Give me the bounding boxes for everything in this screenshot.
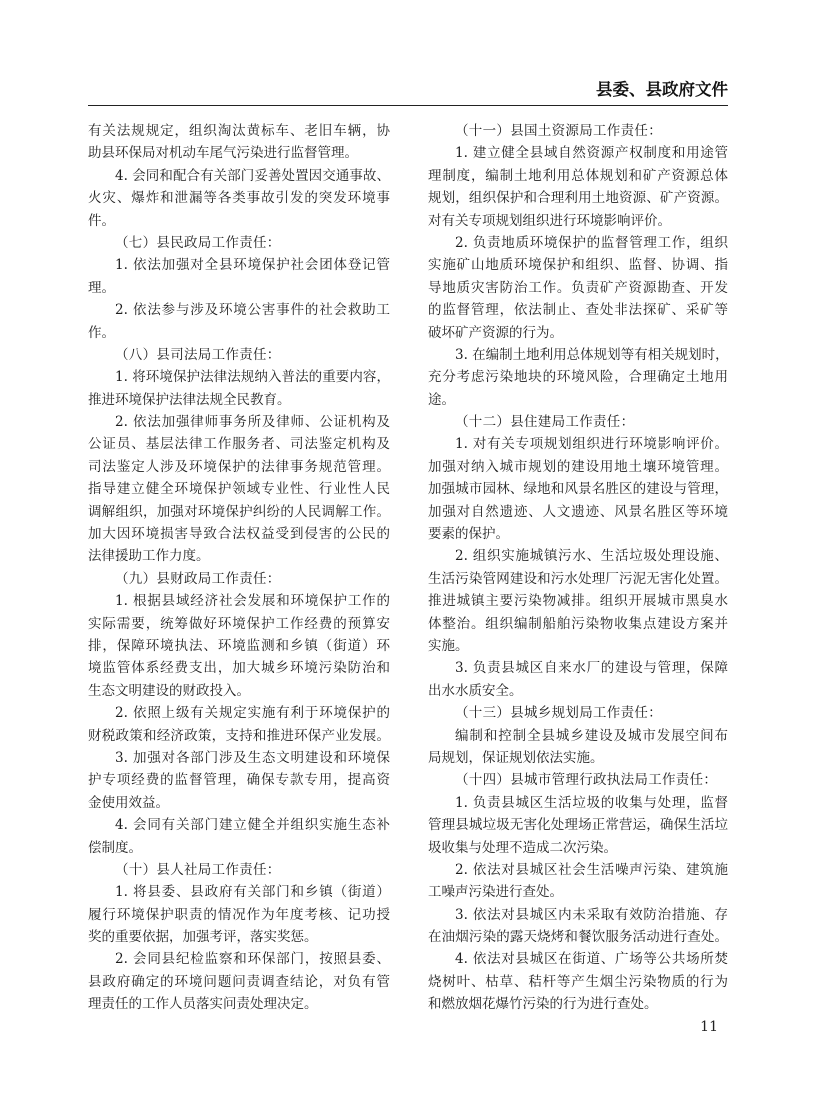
- text-line: 件。: [88, 212, 115, 229]
- text-line: 破坏矿产资源的行为。: [428, 324, 563, 341]
- paragraph: [88, 881, 390, 948]
- text-line: 财税政策和经济政策，支持和推进环保产业发展。: [88, 727, 390, 744]
- text-line: 县政府确定的环境问题问责调查结论，对负有管: [88, 973, 390, 990]
- text-line: 实施矿山地质环境保护和组织、监督、协调、指: [428, 257, 728, 274]
- text-line: 加强对自然遗迹、人文遗迹、风景名胜区等环境: [428, 503, 728, 520]
- text-line: 3. 加强对各部门涉及生态文明建设和环境保: [115, 749, 390, 766]
- text-line: 作。: [88, 324, 115, 341]
- text-line: 火灾、爆炸和泄漏等各类事故引发的突发环境事: [88, 190, 390, 207]
- section-heading: [88, 568, 390, 590]
- text-line: 法律援助工作力度。: [88, 548, 210, 565]
- text-line: 烧树叶、枯草、秸杆等产生烟尘污染物质的行为: [428, 973, 728, 990]
- text-line: 工噪声污染进行查处。: [428, 884, 563, 901]
- text-line: 指导建立健全环境保护领域专业性、行业性人民: [88, 481, 390, 498]
- text-line: 4. 依法对县城区在街道、广场等公共场所焚: [455, 951, 728, 968]
- text-line: 2. 组织实施城镇污水、生活垃圾处理设施、: [455, 548, 728, 565]
- column-right: [428, 120, 728, 1016]
- paragraph: [88, 411, 390, 568]
- paragraph: [88, 299, 390, 344]
- section-heading: [428, 411, 728, 433]
- page-number: 11: [700, 1019, 718, 1035]
- text-line: 偿制度。: [88, 839, 142, 856]
- text-line: 1. 负责县城区生活垃圾的收集与处理，监督: [455, 794, 728, 811]
- paragraph: [428, 859, 728, 904]
- paragraph: [428, 725, 728, 770]
- text-line: 加大因环境损害导致合法权益受到侵害的公民的: [88, 526, 390, 543]
- text-line: 2. 依法参与涉及环境公害事件的社会救助工: [115, 302, 390, 319]
- section-heading: [428, 769, 728, 791]
- text-line: 生活污染管网建设和污水处理厂污泥无害化处置。: [428, 570, 728, 587]
- text-line: 排，保障环境执法、环境监测和乡镇（街道）环: [88, 637, 390, 654]
- column-left: [88, 120, 390, 1016]
- header-rule: [88, 105, 728, 106]
- text-line: 司法鉴定人涉及环境保护的法律事务规范管理。: [88, 458, 390, 475]
- text-line: 和燃放烟花爆竹污染的行为进行查处。: [428, 996, 658, 1013]
- text-line: 编制和控制全县城乡建设及城市发展空间布: [455, 727, 728, 744]
- paragraph: [428, 792, 728, 859]
- section-heading: [428, 702, 728, 724]
- text-line: 充分考虑污染地块的环境风险，合理确定土地用: [428, 369, 728, 386]
- paragraph: [88, 747, 390, 814]
- section-heading-text: （十四）县城市管理行政执法局工作责任：: [455, 772, 718, 789]
- text-line: 管理县城垃圾无害化处理场正常营运，确保生活垃: [428, 817, 728, 834]
- text-line: 助县环保局对机动车尾气污染进行监督管理。: [88, 145, 358, 162]
- text-line: 2. 会同县纪检监察和环保部门，按照县委、: [115, 951, 390, 968]
- text-line: 护专项经费的监督管理，确保专款专用，提高资: [88, 772, 390, 789]
- text-line: 的监督管理，依法制止、查处非法探矿、采矿等: [428, 302, 728, 319]
- paragraph: [428, 344, 728, 411]
- section-heading: [428, 120, 728, 142]
- text-line: 金使用效益。: [88, 794, 169, 811]
- text-line: 实际需要，统筹做好环境保护工作经费的预算安: [88, 615, 390, 632]
- text-line: 体整治。组织编制船舶污染物收集点建设方案并: [428, 615, 728, 632]
- text-line: 理责任的工作人员落实问责处理决定。: [88, 996, 318, 1013]
- text-line: 理制度，编制土地利用总体规划和矿产资源总体: [428, 167, 728, 184]
- text-line: 1. 根据县域经济社会发展和环境保护工作的: [115, 593, 390, 610]
- text-line: 履行环境保护职责的情况作为年度考核、记功授: [88, 906, 390, 923]
- section-heading-text: （十三）县城乡规划局工作责任：: [455, 705, 662, 722]
- text-line: 2. 负责地质环境保护的监督管理工作，组织: [455, 234, 728, 251]
- section-heading-text: （七）县民政局工作责任：: [115, 234, 281, 251]
- paragraph: [88, 366, 390, 411]
- text-line: 导地质灾害防治工作。负责矿产资源勘查、开发: [428, 279, 728, 296]
- section-heading-text: （八）县司法局工作责任：: [115, 346, 281, 363]
- text-line: 2. 依照上级有关规定实施有利于环境保护的: [115, 705, 390, 722]
- text-line: 途。: [428, 391, 455, 408]
- section-heading-text: （十一）县国土资源局工作责任：: [455, 123, 662, 139]
- text-line: 境监管体系经费支出，加大城乡环境污染防治和: [88, 660, 390, 677]
- text-line: 公证员、基层法律工作服务者、司法鉴定机构及: [88, 436, 390, 453]
- text-line: 1. 将环境保护法律法规纳入普法的重要内容，: [115, 369, 390, 386]
- text-line: 圾收集与处理不造成二次污染。: [428, 839, 617, 856]
- text-line: 加强城市园林、绿地和风景名胜区的建设与管理，: [428, 481, 728, 498]
- text-line: 调解组织，加强对环境保护纠纷的人民调解工作。: [88, 503, 390, 520]
- paragraph: [428, 232, 728, 344]
- text-line: 生态文明建设的财政投入。: [88, 682, 250, 699]
- paragraph: [88, 948, 390, 1015]
- paragraph: [88, 254, 390, 299]
- text-line: 2. 依法加强律师事务所及律师、公证机构及: [115, 414, 390, 431]
- paragraph: [428, 433, 728, 545]
- text-line: 对有关专项规划组织进行环境影响评价。: [428, 212, 671, 229]
- text-line: 局规划，保证规划依法实施。: [428, 749, 604, 766]
- section-heading: [88, 859, 390, 881]
- paragraph: [428, 657, 728, 702]
- paragraph: [88, 165, 390, 232]
- section-heading: [88, 344, 390, 366]
- section-heading-text: （十）县人社局工作责任：: [115, 861, 281, 878]
- text-line: 3. 负责县城区自来水厂的建设与管理，保障: [455, 660, 728, 677]
- section-heading: [88, 232, 390, 254]
- text-line: 2. 依法对县城区社会生活噪声污染、建筑施: [455, 861, 728, 878]
- paragraph: [428, 545, 728, 657]
- text-line: 4. 会同和配合有关部门妥善处置因交通事故、: [115, 167, 390, 184]
- text-line: 3. 依法对县城区内未采取有效防治措施、存: [455, 906, 728, 923]
- paragraph: [428, 142, 728, 232]
- paragraph: [88, 590, 390, 702]
- text-line: 1. 对有关专项规划组织进行环境影响评价。: [455, 436, 728, 453]
- paragraph: [428, 948, 728, 1015]
- text-line: 推进城镇主要污染物减排。组织开展城市黑臭水: [428, 593, 728, 610]
- text-line: 奖的重要依据，加强考评，落实奖惩。: [88, 929, 318, 946]
- running-head-title: 县委、县政府文件: [596, 80, 728, 99]
- text-line: 1. 建立健全县域自然资源产权制度和用途管: [455, 145, 728, 162]
- text-line: 4. 会同有关部门建立健全并组织实施生态补: [115, 817, 390, 834]
- paragraph: [428, 904, 728, 949]
- text-line: 1. 依法加强对全县环境保护社会团体登记管: [115, 257, 390, 274]
- text-line: 在油烟污染的露天烧烤和餐饮服务活动进行查处。: [428, 929, 728, 946]
- paragraph: [88, 120, 390, 165]
- paragraph: [88, 814, 390, 859]
- section-heading-text: （十二）县住建局工作责任：: [455, 414, 635, 431]
- text-line: 3. 在编制土地利用总体规划等有相关规划时，: [455, 346, 729, 363]
- text-line: 有关法规规定，组织淘汰黄标车、老旧车辆，协: [88, 123, 390, 139]
- text-line: 实施。: [428, 637, 469, 654]
- paragraph: [88, 702, 390, 747]
- text-line: 要素的保护。: [428, 526, 509, 543]
- text-line: 规划，组织保护和合理利用土地资源、矿产资源。: [428, 190, 728, 207]
- text-line: 1. 将县委、县政府有关部门和乡镇（街道）: [115, 884, 390, 901]
- text-line: 推进环境保护法律法规全民教育。: [88, 391, 291, 408]
- text-line: 出水水质安全。: [428, 682, 523, 699]
- section-heading-text: （九）县财政局工作责任：: [115, 570, 281, 587]
- text-line: 加强对纳入城市规划的建设用地土壤环境管理。: [428, 458, 728, 475]
- text-line: 理。: [88, 279, 115, 296]
